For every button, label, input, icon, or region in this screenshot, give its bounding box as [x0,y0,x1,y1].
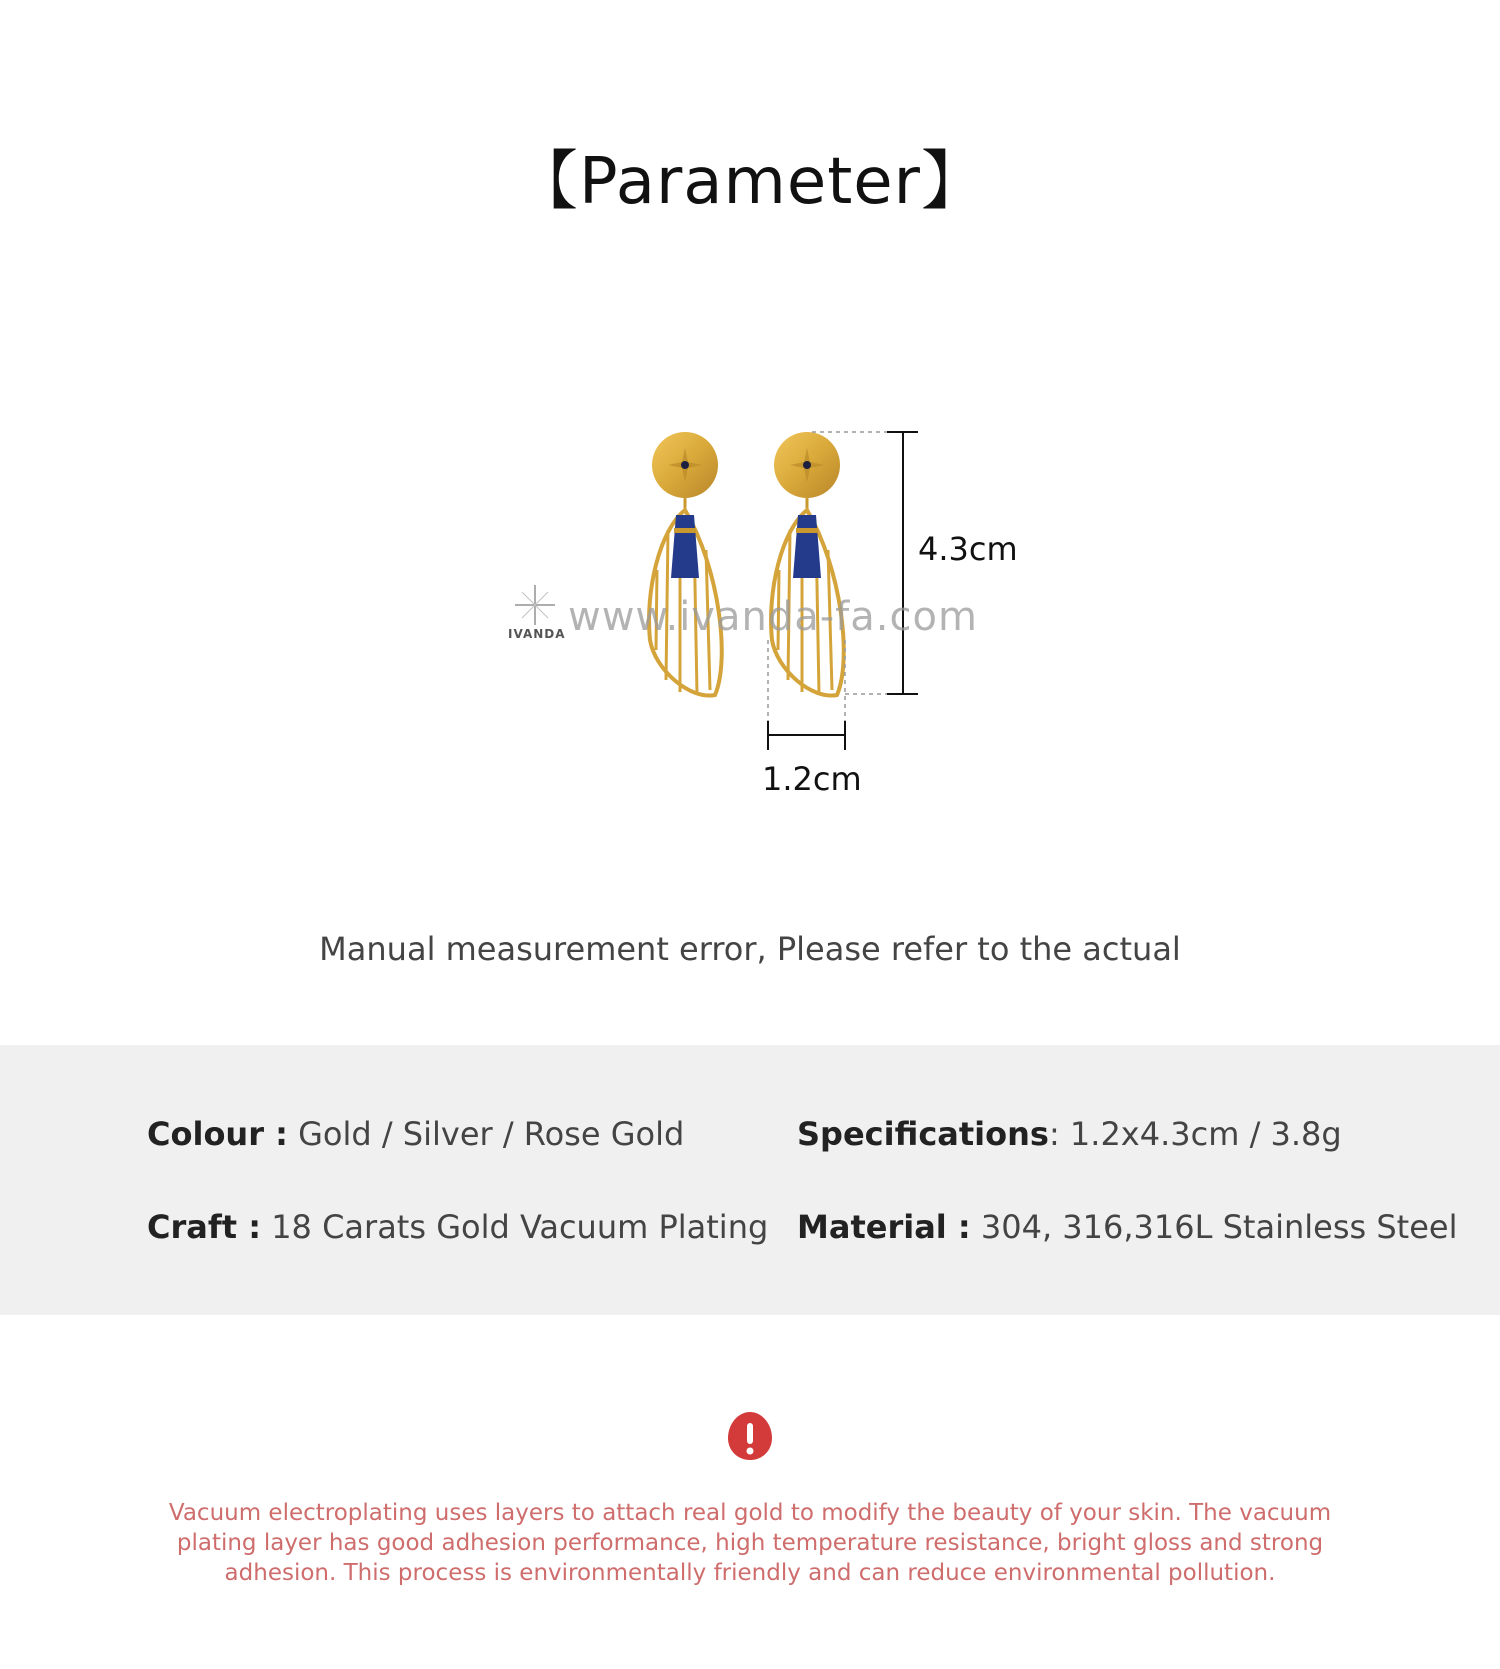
left-earring [649,432,722,696]
spec-craft-value: 18 Carats Gold Vacuum Plating [271,1208,769,1246]
height-label: 4.3cm [918,530,1018,568]
spec-craft-key: Craft : [147,1208,262,1246]
plating-warning-text: Vacuum electroplating uses layers to attach real gold to modify the beauty of your skin. The vacuum plating layer has good adhesion performance, high temperature resistance, bright gloss and strong adhesion. This process is environmentally friendly and can reduce environmental pollution. [168,1500,1332,1586]
measurement-note: Manual measurement error, Please refer to the actual [319,930,1181,968]
exclamation-icon [726,1410,774,1462]
spec-specifications-value: : 1.2x4.3cm / 3.8g [1048,1115,1342,1153]
spec-colour [147,1115,684,1153]
height-dimension-line [887,432,918,694]
spec-specifications [797,1115,1342,1153]
page-title: 【Parameter】 [514,145,986,219]
spec-colour-value: Gold / Silver / Rose Gold [298,1115,685,1153]
spec-craft [147,1208,768,1246]
spec-material [797,1208,1457,1246]
product-image [0,400,1500,820]
width-label: 1.2cm [762,760,862,798]
spec-colour-key: Colour : [147,1115,288,1153]
brand-star-icon [515,585,555,625]
watermark-brand: IVANDA [508,627,566,641]
spec-material-key: Material : [797,1208,971,1246]
spec-specifications-key: Specifications [797,1115,1049,1153]
spec-panel [0,1045,1500,1315]
width-dimension-line [768,721,845,750]
right-earring [771,432,844,696]
watermark-url: www.ivanda-fa.com [568,594,978,640]
spec-material-value: 304, 316,316L Stainless Steel [980,1208,1458,1246]
